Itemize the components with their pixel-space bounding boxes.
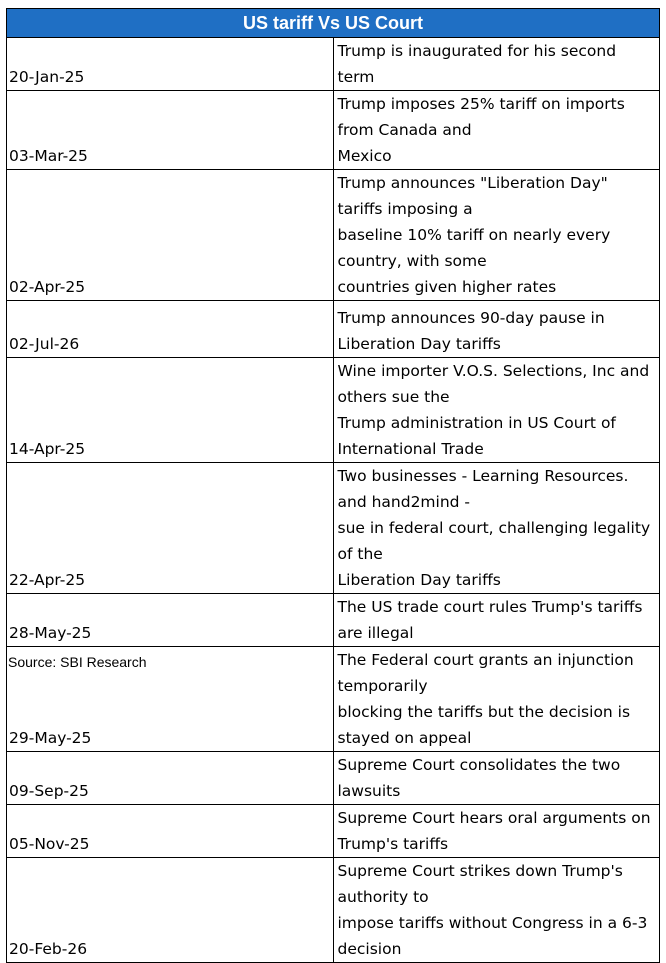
event-cell: Wine importer V.O.S. Selections, Inc and others sue the Trump administration in US Court of International Trade (333, 358, 660, 463)
source-note: Source: SBI Research (8, 654, 147, 670)
timeline-table-container (6, 8, 660, 963)
table-row (7, 752, 660, 805)
event-cell: The US trade court rules Trump's tariffs are illegal (333, 594, 660, 647)
date-cell: 20-Jan-25 (7, 38, 334, 91)
event-cell: The Federal court grants an injunction temporarily blocking the tariffs but the decision is stayed on appeal (333, 647, 660, 752)
date-cell: 09-Sep-25 (7, 752, 334, 805)
date-cell: 22-Apr-25 (7, 463, 334, 594)
event-cell: Supreme Court consolidates the two lawsuits (333, 752, 660, 805)
date-cell: 14-Apr-25 (7, 358, 334, 463)
event-cell: Trump announces "Liberation Day" tariffs imposing a baseline 10% tariff on nearly every country, with some countries given higher rates (333, 170, 660, 301)
table-row (7, 805, 660, 858)
event-cell: Trump imposes 25% tariff on imports from Canada and Mexico (333, 91, 660, 170)
date-cell: 20-Feb-26 (7, 858, 334, 963)
date-cell: 02-Apr-25 (7, 170, 334, 301)
table-row (7, 91, 660, 170)
table-title: US tariff Vs US Court (7, 9, 660, 38)
date-cell: 29-May-25 (7, 647, 334, 752)
event-cell: Trump announces 90-day pause in Liberation Day tariffs (333, 301, 660, 358)
table-row (7, 38, 660, 91)
date-cell: 03-Mar-25 (7, 91, 334, 170)
date-cell: 02-Jul-26 (7, 301, 334, 358)
event-cell: Supreme Court strikes down Trump's authority to impose tariffs without Congress in a 6-3 decision (333, 858, 660, 963)
table-row (7, 301, 660, 358)
event-cell: Supreme Court hears oral arguments on Trump's tariffs (333, 805, 660, 858)
date-cell: 05-Nov-25 (7, 805, 334, 858)
event-cell: Two businesses - Learning Resources. and hand2mind - sue in federal court, challenging legality of the Liberation Day tariffs (333, 463, 660, 594)
event-cell: Trump is inaugurated for his second term (333, 38, 660, 91)
timeline-table (6, 8, 660, 963)
date-cell: 28-May-25 (7, 594, 334, 647)
table-header-row (7, 9, 660, 38)
table-row (7, 594, 660, 647)
table-row (7, 463, 660, 594)
table-row (7, 358, 660, 463)
table-row (7, 170, 660, 301)
table-row (7, 858, 660, 963)
